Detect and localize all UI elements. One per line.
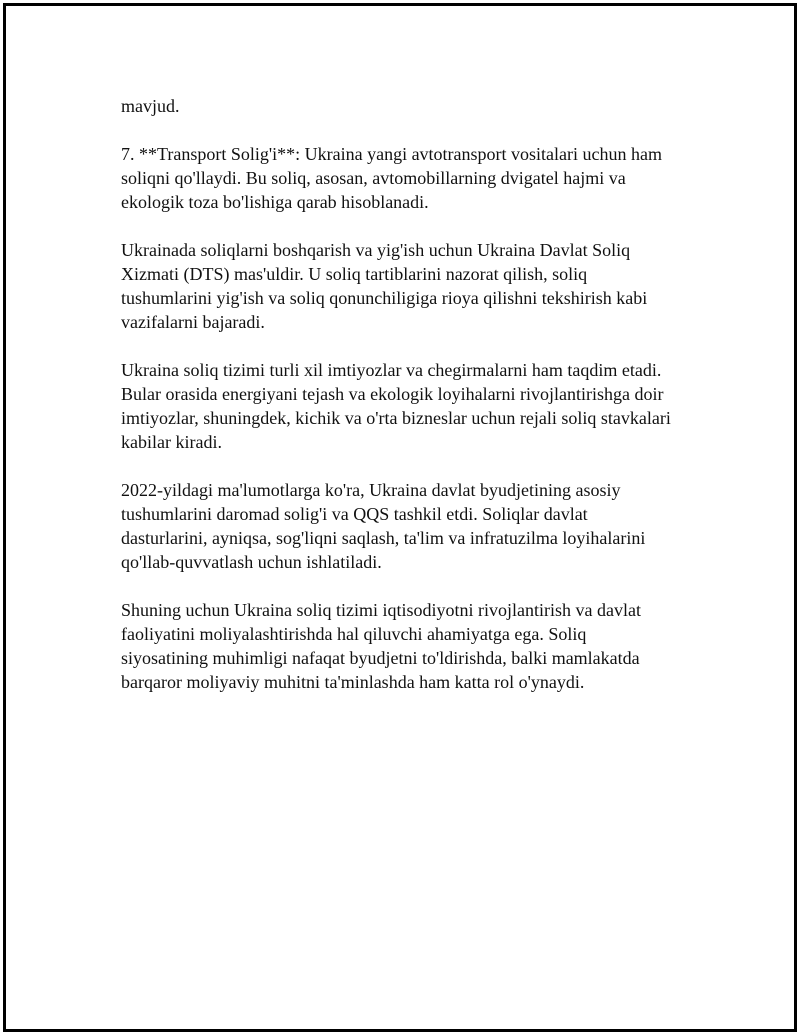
paragraph-tax-service: Ukrainada soliqlarni boshqarish va yig'ish uchun Ukraina Davlat Soliq Xizmati (DTS) mas'uldir. U soliq tartiblarini nazorat qilish, soliq tushumlarini yig'ish va soliq qonunchiligiga rioya qilishni tekshirish kabi vazifalarni bajaradi. [121, 240, 648, 332]
paragraph-benefits: Ukraina soliq tizimi turli xil imtiyozlar va chegirmalarni ham taqdim etadi. Bular orasida energiyani tejash va ekologik loyihalarni rivojlantirishga doir imtiyozlar, shuningdek, kichik va o'rta bizneslar uchun rejali soliq stavkalari kabilar kiradi. [121, 360, 671, 452]
document-page [3, 3, 797, 1032]
paragraph-budget-2022: 2022-yildagi ma'lumotlarga ko'ra, Ukraina davlat byudjetining asosiy tushumlarini daromad solig'i va QQS tashkil etdi. Soliqlar davlat dasturlarini, ayniqsa, sog'liqni saqlash, ta'lim va infratuzilma loyihalarini qo'llab-quvvatlash uchun ishlatiladi. [121, 480, 646, 572]
document-body [121, 94, 691, 694]
paragraph-continuation: mavjud. [121, 96, 180, 116]
paragraph-conclusion: Shuning uchun Ukraina soliq tizimi iqtisodiyotni rivojlantirish va davlat faoliyatini moliyalashtirishda hal qiluvchi ahamiyatga ega. Soliq siyosatining muhimligi nafaqat byudjetni to'ldirishda, balki mamlakatda barqaror moliyaviy muhitni ta'minlashda ham katta rol o'ynaydi. [121, 600, 641, 692]
paragraph-transport-tax: 7. **Transport Solig'i**: Ukraina yangi avtotransport vositalari uchun ham soliqni qo'llaydi. Bu soliq, asosan, avtomobillarning dvigatel hajmi va ekologik toza bo'lishiga qarab hisoblanadi. [121, 144, 663, 212]
